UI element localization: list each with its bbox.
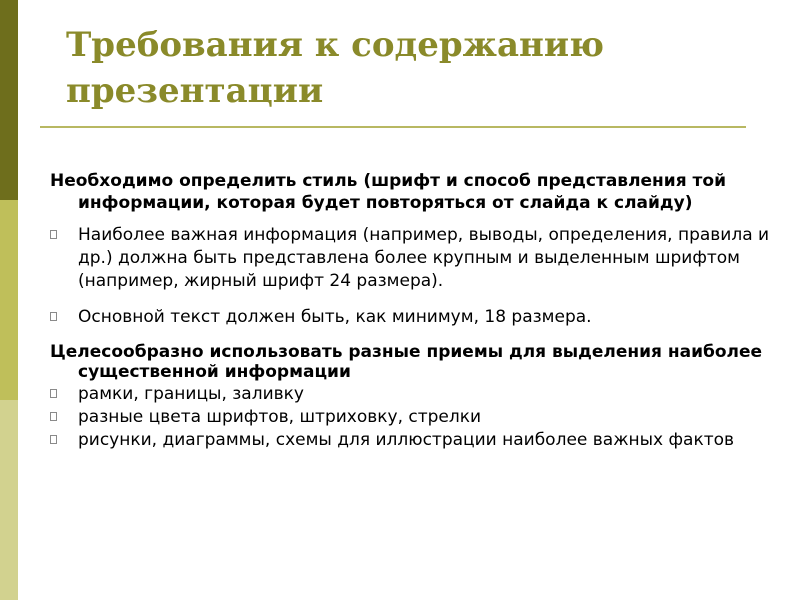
- bullet-text: рисунки, диаграммы, схемы для иллюстрации наиболее важных фактов: [78, 430, 735, 450]
- title-divider: [40, 126, 746, 128]
- list-item: [50, 384, 770, 405]
- bullet-text: Наиболее важная информация (например, выводы, определения, правила и др.) должна быть представлена более крупным и выделенным шрифтом (например, жирный шрифт 24 размера).: [78, 225, 770, 291]
- side-bar-mid-segment: [0, 200, 18, 400]
- square-bullet-icon: [50, 435, 57, 444]
- bullet-text: рамки, границы, заливку: [78, 384, 304, 404]
- slide-title: Требования к содержанию презентации: [66, 25, 604, 111]
- list-item: [50, 430, 770, 451]
- bullet-text: разные цвета шрифтов, штриховку, стрелки: [78, 407, 482, 427]
- square-bullet-icon: [50, 412, 57, 421]
- list-item: [50, 407, 770, 428]
- section-heading-emphasis: Целесообразно использовать разные приемы для выделения наиболее существенной информации: [50, 342, 763, 382]
- bullet-list-style: [50, 224, 770, 329]
- slide-content: [50, 170, 770, 453]
- square-bullet-icon: [50, 230, 57, 239]
- bullet-list-emphasis: [50, 384, 770, 451]
- list-item: [50, 306, 770, 329]
- square-bullet-icon: [50, 389, 57, 398]
- section-heading-style: Необходимо определить стиль (шрифт и способ представления той информации, которая будет повторяться от слайда к слайду): [50, 171, 726, 213]
- list-item: [50, 224, 770, 293]
- side-bar-light-segment: [0, 400, 18, 600]
- side-bar-dark-segment: [0, 0, 18, 200]
- bullet-text: Основной текст должен быть, как минимум, 18 размера.: [78, 307, 592, 327]
- side-accent-bar: [0, 0, 18, 600]
- square-bullet-icon: [50, 312, 57, 321]
